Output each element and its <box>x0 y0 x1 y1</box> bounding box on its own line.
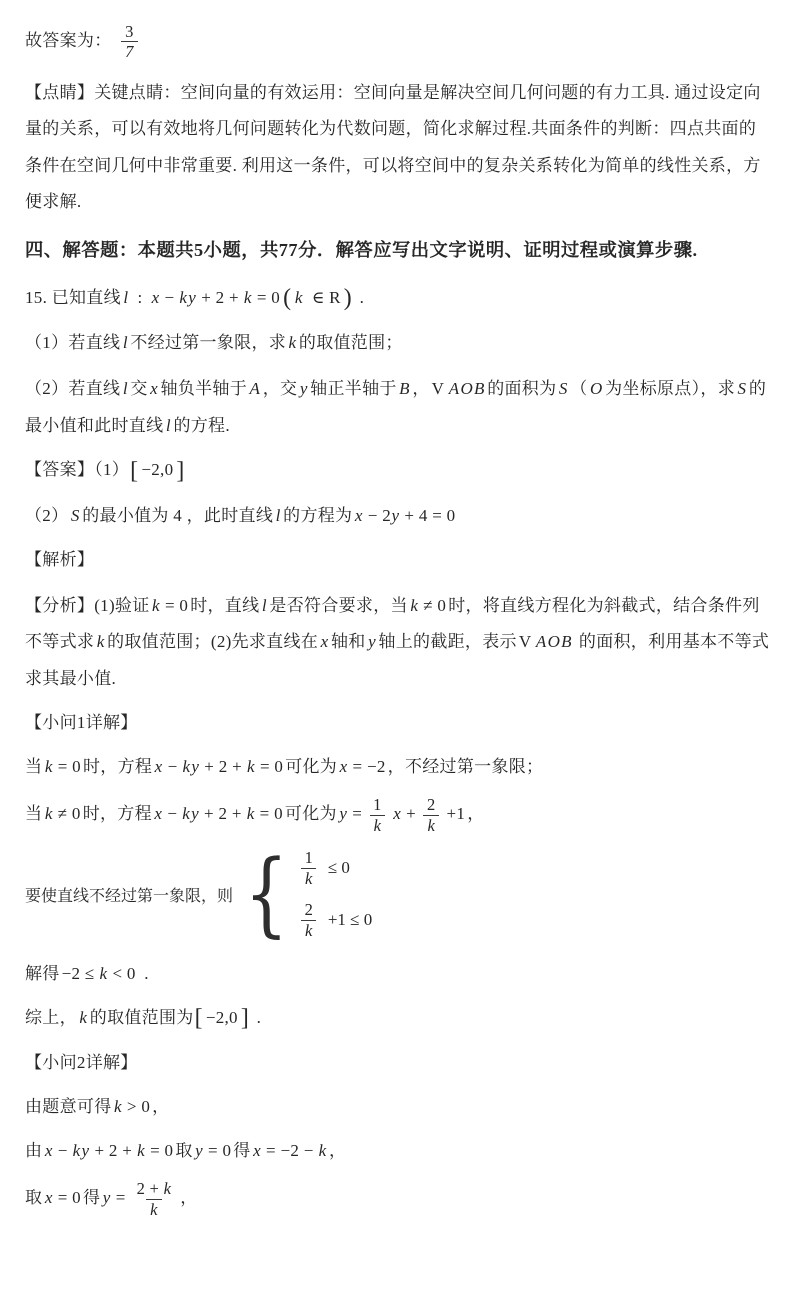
math-run: y <box>368 632 376 652</box>
fenxi-paragraph <box>25 588 772 698</box>
step-k-equals-0 <box>25 751 772 782</box>
step-solve-result <box>25 958 772 989</box>
math-run: k ≠ 0 <box>44 804 81 824</box>
text-run: 的方程. <box>173 415 230 435</box>
math-run: A <box>249 379 261 399</box>
text-run: 不经过第一象限，求 <box>130 333 287 353</box>
math-run: k ≠ 0 <box>410 595 447 615</box>
cases-column <box>296 848 373 940</box>
text-run: ， <box>412 379 430 399</box>
math-run: x − ky + 2 + k = 0 <box>44 1141 174 1161</box>
math-run: x <box>320 632 329 652</box>
text-run: 由 <box>25 1141 43 1161</box>
text-run: 可化为 <box>285 757 338 777</box>
text-run: 【小问1详解】 <box>25 713 138 733</box>
text-run: 轴和 <box>330 632 366 652</box>
text-run: 可化为 <box>284 804 337 824</box>
answer-part2-line <box>25 500 772 531</box>
subquestion1-heading <box>25 707 772 738</box>
text-run: 【答案】（1） <box>25 460 130 480</box>
text-run: 是否符合要求，当 <box>269 595 408 615</box>
math-run: x <box>150 379 159 399</box>
big-paren: [ <box>194 1005 203 1032</box>
section-heading: 四、解答题：本题共5小题，共77分．解答应写出文字说明、证明过程或演算步骤. <box>25 239 698 260</box>
text-run: （2）若直线 <box>25 379 121 399</box>
math-run: l <box>165 415 171 435</box>
text-run: 轴正半轴于 <box>310 379 397 399</box>
text-run: 的取值范围；(2)先求直线在 <box>107 632 319 652</box>
math-run: x − ky + 2 + k = 0 <box>154 757 284 777</box>
text-run: （1）若直线 <box>25 333 121 353</box>
text-run: 得 <box>233 1141 251 1161</box>
fraction: $\frac{1}{k}$ <box>369 795 386 835</box>
fraction: $\frac{3}{7}$ <box>121 22 138 62</box>
math-run: k > 0 <box>114 1097 151 1117</box>
text-run: ， <box>180 1188 198 1208</box>
step-y-intercept <box>25 1179 772 1219</box>
question-15-stem <box>25 282 772 314</box>
text-run: 得 <box>82 1188 101 1208</box>
cases-row-1 <box>296 848 373 888</box>
math-run: ∈ R <box>307 287 341 307</box>
text-run: 【解析】 <box>25 549 95 569</box>
fraction: $\frac{1}{k}$ <box>301 848 317 888</box>
cases-row-2 <box>296 900 373 940</box>
text-run: 的方程为 <box>283 505 353 525</box>
fraction: $\frac{2 + k}{k}$ <box>136 1179 172 1219</box>
text-run: 时，将直线方程化为斜截式，结合条件列不等式求 <box>25 595 760 652</box>
math-run: +1 <box>446 804 466 824</box>
math-run: k <box>96 632 105 652</box>
math-run: . <box>355 287 365 307</box>
question-15-part2 <box>25 371 772 444</box>
big-paren: ) <box>343 285 353 312</box>
text-run: 的面积，利用基本不等式求其最小值. <box>25 632 770 688</box>
math-run: −2,0 <box>205 1008 238 1027</box>
math-run: l <box>123 287 129 307</box>
text-run: 取 <box>25 1188 43 1208</box>
left-brace: { <box>244 840 289 948</box>
math-run: x = −2 <box>339 757 386 777</box>
math-run: x = 0 <box>44 1188 81 1208</box>
subquestion2-heading <box>25 1047 772 1078</box>
text-run: 时，直线 <box>190 595 260 615</box>
text-run: 的最小值为 4 ，此时直线 <box>82 505 274 525</box>
fraction: $\frac{2}{k}$ <box>423 795 440 835</box>
text-run: ， <box>152 1097 170 1117</box>
math-run: l <box>261 595 267 615</box>
math-run: k <box>79 1008 88 1027</box>
math-run: S <box>70 505 80 525</box>
math-run: S <box>737 379 747 399</box>
text-run: 轴负半轴于 <box>160 379 248 399</box>
math-run: B <box>399 379 410 399</box>
math-run: l <box>122 333 128 353</box>
question-15-part1 <box>25 327 772 358</box>
math-run: x + <box>393 804 416 824</box>
math-run: S <box>558 379 568 399</box>
math-run: O <box>590 379 603 399</box>
cases-prefix: 要使直线不经过第一象限，则 <box>25 887 234 905</box>
text-run: 时，方程 <box>82 804 152 824</box>
math-run: : <box>132 287 148 307</box>
math-run: −2 ≤ k < 0 <box>61 964 136 983</box>
text-run: 【分析】(1)验证 <box>25 595 150 615</box>
text-run: ， <box>467 804 485 824</box>
text-run: 由题意可得 <box>25 1097 112 1117</box>
math-run: x = −2 − k <box>253 1141 327 1161</box>
math-run: x − 2y + 4 = 0 <box>354 505 456 525</box>
text-run: 综上， <box>25 1008 77 1027</box>
text-run: 时，方程 <box>82 757 153 777</box>
final-answer-line <box>25 22 772 62</box>
math-run: l <box>275 505 281 525</box>
text-run: ，不经过第一象限； <box>387 757 544 777</box>
inequality-rest: ≤ 0 <box>327 858 350 878</box>
big-paren: ] <box>176 457 185 484</box>
math-run: x − ky + 2 + k = 0 <box>151 287 281 307</box>
math-run: y <box>299 379 308 399</box>
math-run: y = <box>102 1188 126 1208</box>
math-run: x − ky + 2 + k = 0 <box>154 804 283 824</box>
math-run: . <box>139 964 149 983</box>
jiexi-label <box>25 544 772 575</box>
text-run: 故答案为： <box>25 30 117 50</box>
step-k-not-0 <box>25 795 772 835</box>
big-paren: ( <box>283 285 292 312</box>
text-run: 的面积为 <box>487 379 557 399</box>
fraction: $\frac{2}{k}$ <box>301 900 317 940</box>
step-x-intercept <box>25 1135 772 1166</box>
text-run: （ <box>570 379 588 399</box>
math-run: y = 0 <box>195 1141 232 1161</box>
text-run: 的取值范围为 <box>89 1008 194 1027</box>
text-run: ， <box>329 1141 347 1161</box>
text-run: 当 <box>25 804 43 824</box>
text-run: 解得 <box>25 964 60 983</box>
math-run: . <box>252 1008 262 1027</box>
answer-part1-line <box>25 454 772 486</box>
big-paren: ] <box>240 1005 250 1032</box>
step-k-positive <box>25 1091 772 1122</box>
text-run: 交 <box>130 379 148 399</box>
text-run: 的取值范围； <box>298 333 403 353</box>
math-run: k <box>288 333 297 353</box>
math-run: l <box>122 379 128 399</box>
math-run: k = 0 <box>44 757 81 777</box>
text-run: 的最小值和此时直线 <box>25 379 767 435</box>
text-run: 取 <box>175 1141 193 1161</box>
text-run: 15. 已知直线 <box>25 287 121 307</box>
text-run: ，交 <box>262 379 298 399</box>
math-run: k = 0 <box>152 595 189 615</box>
math-run: V <box>518 632 532 652</box>
math-run: V <box>431 379 445 399</box>
text-run: 【小问2详解】 <box>25 1053 138 1073</box>
math-run: AOB <box>535 632 572 652</box>
big-paren: [ <box>130 457 139 484</box>
dianjing-paragraph <box>25 75 772 221</box>
inequality-rest: +1 ≤ 0 <box>327 910 373 930</box>
math-run: AOB <box>448 379 485 399</box>
math-run: −2,0 <box>141 460 174 480</box>
math-run: k <box>294 287 303 307</box>
cases-condition-line <box>25 840 772 948</box>
math-run: y = <box>339 804 363 824</box>
text-run: 为坐标原点），求 <box>605 379 736 399</box>
text-run: 轴上的截距，表示 <box>378 632 517 652</box>
step-summary <box>25 1002 772 1034</box>
text-run: 【点睛】关键点睛：空间向量的有效运用：空间向量是解决空间几何问题的有力工具. 通过设定向量的关系，可以有效地将几何问题转化为代数问题，简化求解过程.共面条件的判断：四点共面的条件在空间几何中非常重要. 利用这一条件，可以将空间中的复杂关系转化为简单的线性关系，方便求解. <box>25 82 761 212</box>
text-run: （2） <box>25 505 69 525</box>
text-run: 当 <box>25 757 43 777</box>
